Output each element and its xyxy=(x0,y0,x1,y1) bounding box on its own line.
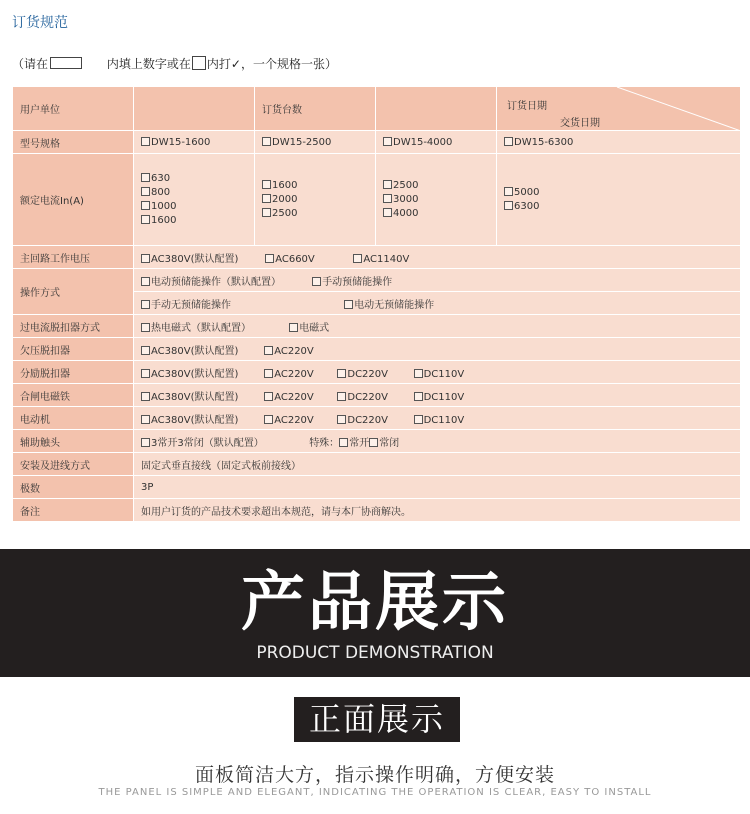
checkbox-icon[interactable] xyxy=(414,369,423,378)
option-label: 1000 xyxy=(151,200,177,212)
order-spec-table xyxy=(12,86,741,522)
checkbox-icon[interactable] xyxy=(141,187,150,196)
option-label: 热电磁式（默认配置） xyxy=(151,322,251,334)
option-label: 4000 xyxy=(393,207,419,219)
checkbox-icon[interactable] xyxy=(262,137,271,146)
instruction-part-1: （请在 xyxy=(12,57,49,71)
instruction-part-2: 内填上数字或在 xyxy=(106,57,191,71)
option-label: DW15-4000 xyxy=(393,136,453,148)
description-cn: 面板简洁大方，指示操作明确，方便安装 xyxy=(194,764,555,786)
checkbox-icon[interactable] xyxy=(264,369,273,378)
checkbox-icon[interactable] xyxy=(312,277,321,286)
option-label: DC220V xyxy=(347,391,388,403)
remark-label: 备注 xyxy=(13,499,134,522)
checkbox-icon[interactable] xyxy=(141,346,150,355)
checkbox-icon[interactable] xyxy=(141,323,150,332)
front-view-label: 正面展示 xyxy=(294,697,460,742)
option-label: 手动无预储能操作 xyxy=(151,299,231,311)
checkbox-icon[interactable] xyxy=(264,346,273,355)
checkbox-icon xyxy=(192,56,206,70)
checkbox-icon[interactable] xyxy=(383,194,392,203)
option-label: 3000 xyxy=(393,193,419,205)
product-banner xyxy=(0,549,750,677)
option-label: AC380V(默认配置) xyxy=(151,391,239,403)
option-label: 1600 xyxy=(151,214,177,226)
checkbox-icon[interactable] xyxy=(265,254,274,263)
option-label: AC220V xyxy=(274,414,314,426)
checkbox-icon[interactable] xyxy=(383,208,392,217)
checkbox-icon[interactable] xyxy=(369,438,378,447)
checkbox-icon[interactable] xyxy=(337,392,346,401)
option-label: AC660V xyxy=(275,253,315,265)
description-en: THE PANEL IS SIMPLE AND ELEGANT, INDICATING THE OPERATION IS CLEAR, EASY TO INSTALL xyxy=(98,787,652,798)
header-date xyxy=(497,87,741,131)
checkbox-icon[interactable] xyxy=(262,208,271,217)
remark-row xyxy=(13,499,741,522)
checkbox-icon[interactable] xyxy=(141,392,150,401)
checkbox-icon[interactable] xyxy=(504,201,513,210)
checkbox-icon[interactable] xyxy=(141,369,150,378)
header-unit: 用户单位 xyxy=(13,87,134,131)
option-label: 1600 xyxy=(272,179,298,191)
option-label: DW15-2500 xyxy=(272,136,332,148)
overcurrent-label: 过电流脱扣器方式 xyxy=(13,315,134,338)
checkbox-icon[interactable] xyxy=(337,415,346,424)
header-qty: 订货台数 xyxy=(255,87,376,131)
shunt-row xyxy=(13,361,741,384)
option-label: AC380V(默认配置) xyxy=(151,368,239,380)
voltage-row xyxy=(13,246,741,269)
checkbox-icon[interactable] xyxy=(414,392,423,401)
option-label: 电磁式 xyxy=(299,322,330,334)
aux-label: 辅助触头 xyxy=(13,430,134,453)
checkbox-icon[interactable] xyxy=(383,137,392,146)
poles-value: 3P xyxy=(134,476,741,499)
checkbox-icon[interactable] xyxy=(141,300,150,309)
option-label: DW15-6300 xyxy=(514,136,574,148)
operation-label: 操作方式 xyxy=(13,269,134,315)
closing-row xyxy=(13,384,741,407)
checkbox-icon[interactable] xyxy=(504,187,513,196)
checkbox-icon[interactable] xyxy=(262,194,271,203)
checkbox-icon[interactable] xyxy=(504,137,513,146)
current-row xyxy=(13,154,741,246)
model-row xyxy=(13,131,741,154)
closing-label: 合闸电磁铁 xyxy=(13,384,134,407)
checkbox-icon[interactable] xyxy=(141,173,150,182)
banner-title: 产品展示 xyxy=(241,566,509,640)
aux-row xyxy=(13,430,741,453)
option-label: 手动预储能操作 xyxy=(322,276,393,288)
option-label: AC220V xyxy=(274,391,314,403)
spec-title: 订货规范 xyxy=(12,15,68,31)
option-label: DC110V xyxy=(423,414,465,426)
undervoltage-row xyxy=(13,338,741,361)
instruction xyxy=(12,55,337,72)
option-label: AC380V(默认配置) xyxy=(151,253,239,265)
shunt-label: 分励脱扣器 xyxy=(13,361,134,384)
header-order-date: 订货日期 xyxy=(507,101,547,112)
undervoltage-label: 欠压脱扣器 xyxy=(13,338,134,361)
option-label: 常闭 xyxy=(379,437,400,449)
option-label: DW15-1600 xyxy=(151,136,211,148)
remark-value: 如用户订货的产品技术要求超出本规范，请与本厂协商解决。 xyxy=(134,499,741,522)
option-label: 常开 xyxy=(349,437,370,449)
checkbox-icon[interactable] xyxy=(141,201,150,210)
option-label: DC110V xyxy=(423,368,465,380)
option-label: 电动预储能操作（默认配置） xyxy=(151,276,281,288)
option-label: 2500 xyxy=(272,207,298,219)
checkbox-icon[interactable] xyxy=(141,415,150,424)
banner-subtitle: PRODUCT DEMONSTRATION xyxy=(256,643,494,663)
option-label: AC220V xyxy=(274,345,314,357)
option-label: DC220V xyxy=(347,368,388,380)
install-label: 安装及进线方式 xyxy=(13,453,134,476)
checkbox-icon[interactable] xyxy=(141,277,150,286)
header-row xyxy=(13,87,741,131)
model-label: 型号规格 xyxy=(13,131,134,154)
checkbox-icon[interactable] xyxy=(141,438,150,447)
option-label: 6300 xyxy=(514,200,540,212)
checkbox-icon[interactable] xyxy=(344,300,353,309)
checkbox-icon[interactable] xyxy=(289,323,298,332)
checkbox-icon[interactable] xyxy=(337,369,346,378)
checkbox-icon[interactable] xyxy=(141,254,150,263)
instruction-part-3: 内打✓，一个规格一张） xyxy=(206,57,337,71)
checkbox-icon[interactable] xyxy=(262,180,271,189)
checkbox-icon[interactable] xyxy=(141,215,150,224)
fill-box-icon xyxy=(50,57,82,69)
motor-label: 电动机 xyxy=(13,407,134,430)
checkbox-icon[interactable] xyxy=(353,254,362,263)
poles-row xyxy=(13,476,741,499)
checkbox-icon[interactable] xyxy=(339,438,348,447)
option-label: 630 xyxy=(151,172,171,184)
checkbox-icon[interactable] xyxy=(264,415,273,424)
checkbox-icon[interactable] xyxy=(383,180,392,189)
overcurrent-row xyxy=(13,315,741,338)
option-label: 2500 xyxy=(393,179,419,191)
option-label: 2000 xyxy=(272,193,298,205)
install-row xyxy=(13,453,741,476)
option-label: 800 xyxy=(151,186,171,198)
option-label: DC220V xyxy=(347,414,388,426)
poles-label: 极数 xyxy=(13,476,134,499)
option-label: 3常开3常闭（默认配置） xyxy=(151,437,264,449)
checkbox-icon[interactable] xyxy=(141,137,150,146)
option-label: AC220V xyxy=(274,368,314,380)
option-label: AC1140V xyxy=(363,253,410,265)
option-label: AC380V(默认配置) xyxy=(151,345,239,357)
option-label: AC380V(默认配置) xyxy=(151,414,239,426)
option-label: 电动无预储能操作 xyxy=(354,299,435,311)
option-label: DC110V xyxy=(423,391,465,403)
install-value: 固定式垂直接线（固定式板前接线） xyxy=(134,453,741,476)
special-label: 特殊： xyxy=(309,437,340,449)
operation-row-1 xyxy=(13,269,741,292)
checkbox-icon[interactable] xyxy=(414,415,423,424)
voltage-label: 主回路工作电压 xyxy=(13,246,134,269)
checkbox-icon[interactable] xyxy=(264,392,273,401)
motor-row xyxy=(13,407,741,430)
header-delivery-date: 交货日期 xyxy=(560,118,600,129)
current-label: 额定电流In(A) xyxy=(13,154,134,246)
option-label: 5000 xyxy=(514,186,540,198)
